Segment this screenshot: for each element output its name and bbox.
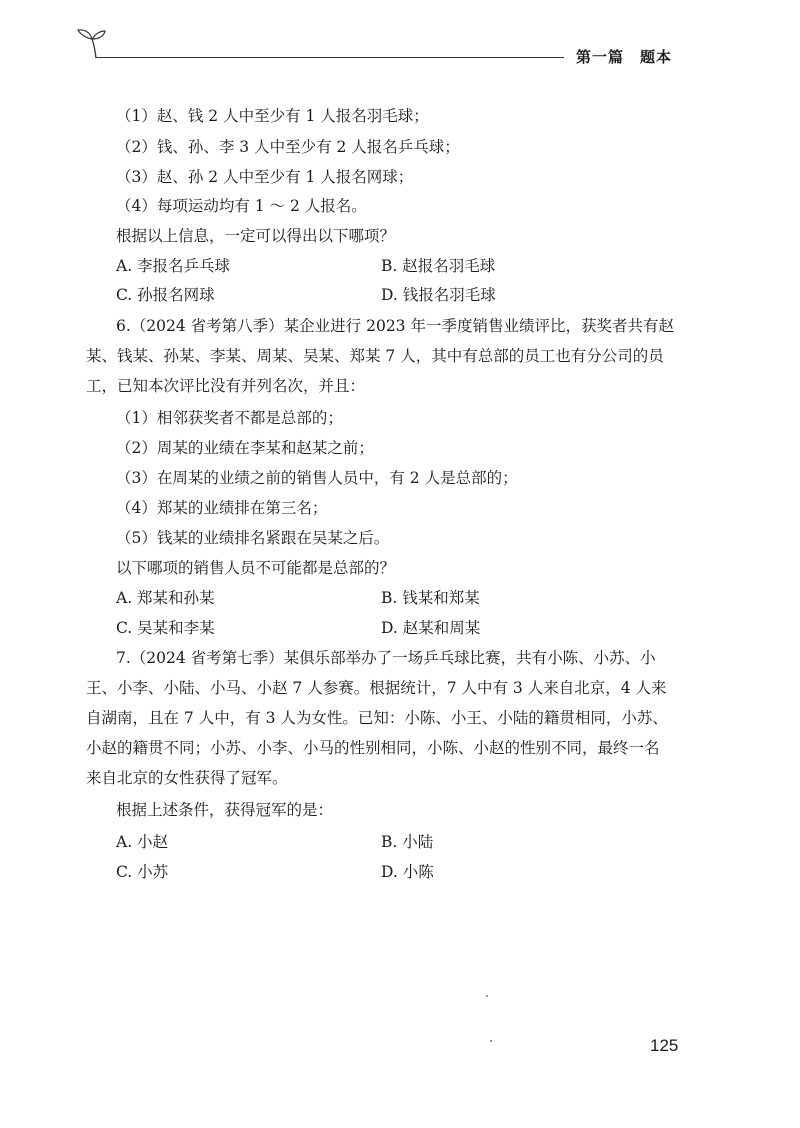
q6-stem-line-1: 6.（2024 省考第八季）某企业进行 2023 年一季度销售业绩评比，获奖者共有赵	[116, 317, 674, 335]
q6-option-d: D. 赵某和周某	[381, 619, 481, 637]
q6-condition-3: （3）在周某的业绩之前的销售人员中，有 2 人是总部的；	[116, 469, 518, 487]
q5-option-a: A. 李报名乒乓球	[116, 257, 231, 275]
q6-stem-line-2: 某、钱某、孙某、李某、周某、吴某、郑某 7 人，其中有总部的员工也有分公司的员	[86, 347, 664, 365]
q5-condition-4: （4）每项运动均有 1 ～ 2 人报名。	[116, 197, 367, 215]
q7-stem-line-3: 自湖南，且在 7 人中，有 3 人为女性。已知：小陈、小王、小陆的籍贯相同，小苏、	[86, 709, 668, 727]
q7-stem-line-4: 小赵的籍贯不同；小苏、小李、小马的性别相同，小陈、小赵的性别不同，最终一名	[86, 739, 660, 757]
scan-speck	[490, 1040, 492, 1042]
scan-speck	[486, 995, 488, 997]
q5-question: 根据以上信息，一定可以得出以下哪项？	[116, 227, 396, 245]
q7-question: 根据上述条件，获得冠军的是：	[116, 801, 334, 819]
q6-question: 以下哪项的销售人员不可能都是总部的？	[116, 559, 396, 577]
q5-condition-1: （1）赵、钱 2 人中至少有 1 人报名羽毛球；	[116, 107, 429, 125]
q6-condition-2: （2）周某的业绩在李某和赵某之前；	[116, 439, 374, 457]
section-title: 第一篇 题本	[576, 48, 673, 66]
q5-condition-2: （2）钱、孙、李 3 人中至少有 2 人报名乒乓球；	[116, 138, 460, 156]
q5-option-c: C. 孙报名网球	[116, 286, 215, 304]
q6-condition-5: （5）钱某的业绩排名紧跟在吴某之后。	[116, 529, 390, 547]
q7-option-c: C. 小苏	[116, 863, 169, 881]
q6-condition-1: （1）相邻获奖者不都是总部的；	[116, 409, 343, 427]
q6-option-c: C. 吴某和李某	[116, 619, 215, 637]
q5-condition-3: （3）赵、孙 2 人中至少有 1 人报名网球；	[116, 168, 414, 186]
q6-option-a: A. 郑某和孙某	[116, 589, 215, 607]
q7-stem-line-2: 王、小李、小陆、小马、小赵 7 人参赛。根据统计，7 人中有 3 人来自北京，4 人来	[86, 679, 667, 697]
q7-option-d: D. 小陈	[381, 863, 434, 881]
q7-option-b: B. 小陆	[381, 833, 434, 851]
q7-stem-line-1: 7.（2024 省考第七季）某俱乐部举办了一场乒乓球比赛，共有小陈、小苏、小	[116, 649, 656, 667]
q5-option-d: D. 钱报名羽毛球	[381, 286, 496, 304]
q6-stem-line-3: 工，已知本次评比没有并列名次，并且：	[86, 377, 366, 395]
page-number: 125	[650, 1036, 679, 1055]
q7-stem-line-5: 来自北京的女性获得了冠军。	[86, 769, 288, 787]
q5-option-b: B. 赵报名羽毛球	[381, 257, 496, 275]
q6-condition-4: （4）郑某的业绩排在第三名；	[116, 499, 328, 517]
q6-option-b: B. 钱某和郑某	[381, 589, 480, 607]
q7-option-a: A. 小赵	[116, 833, 169, 851]
